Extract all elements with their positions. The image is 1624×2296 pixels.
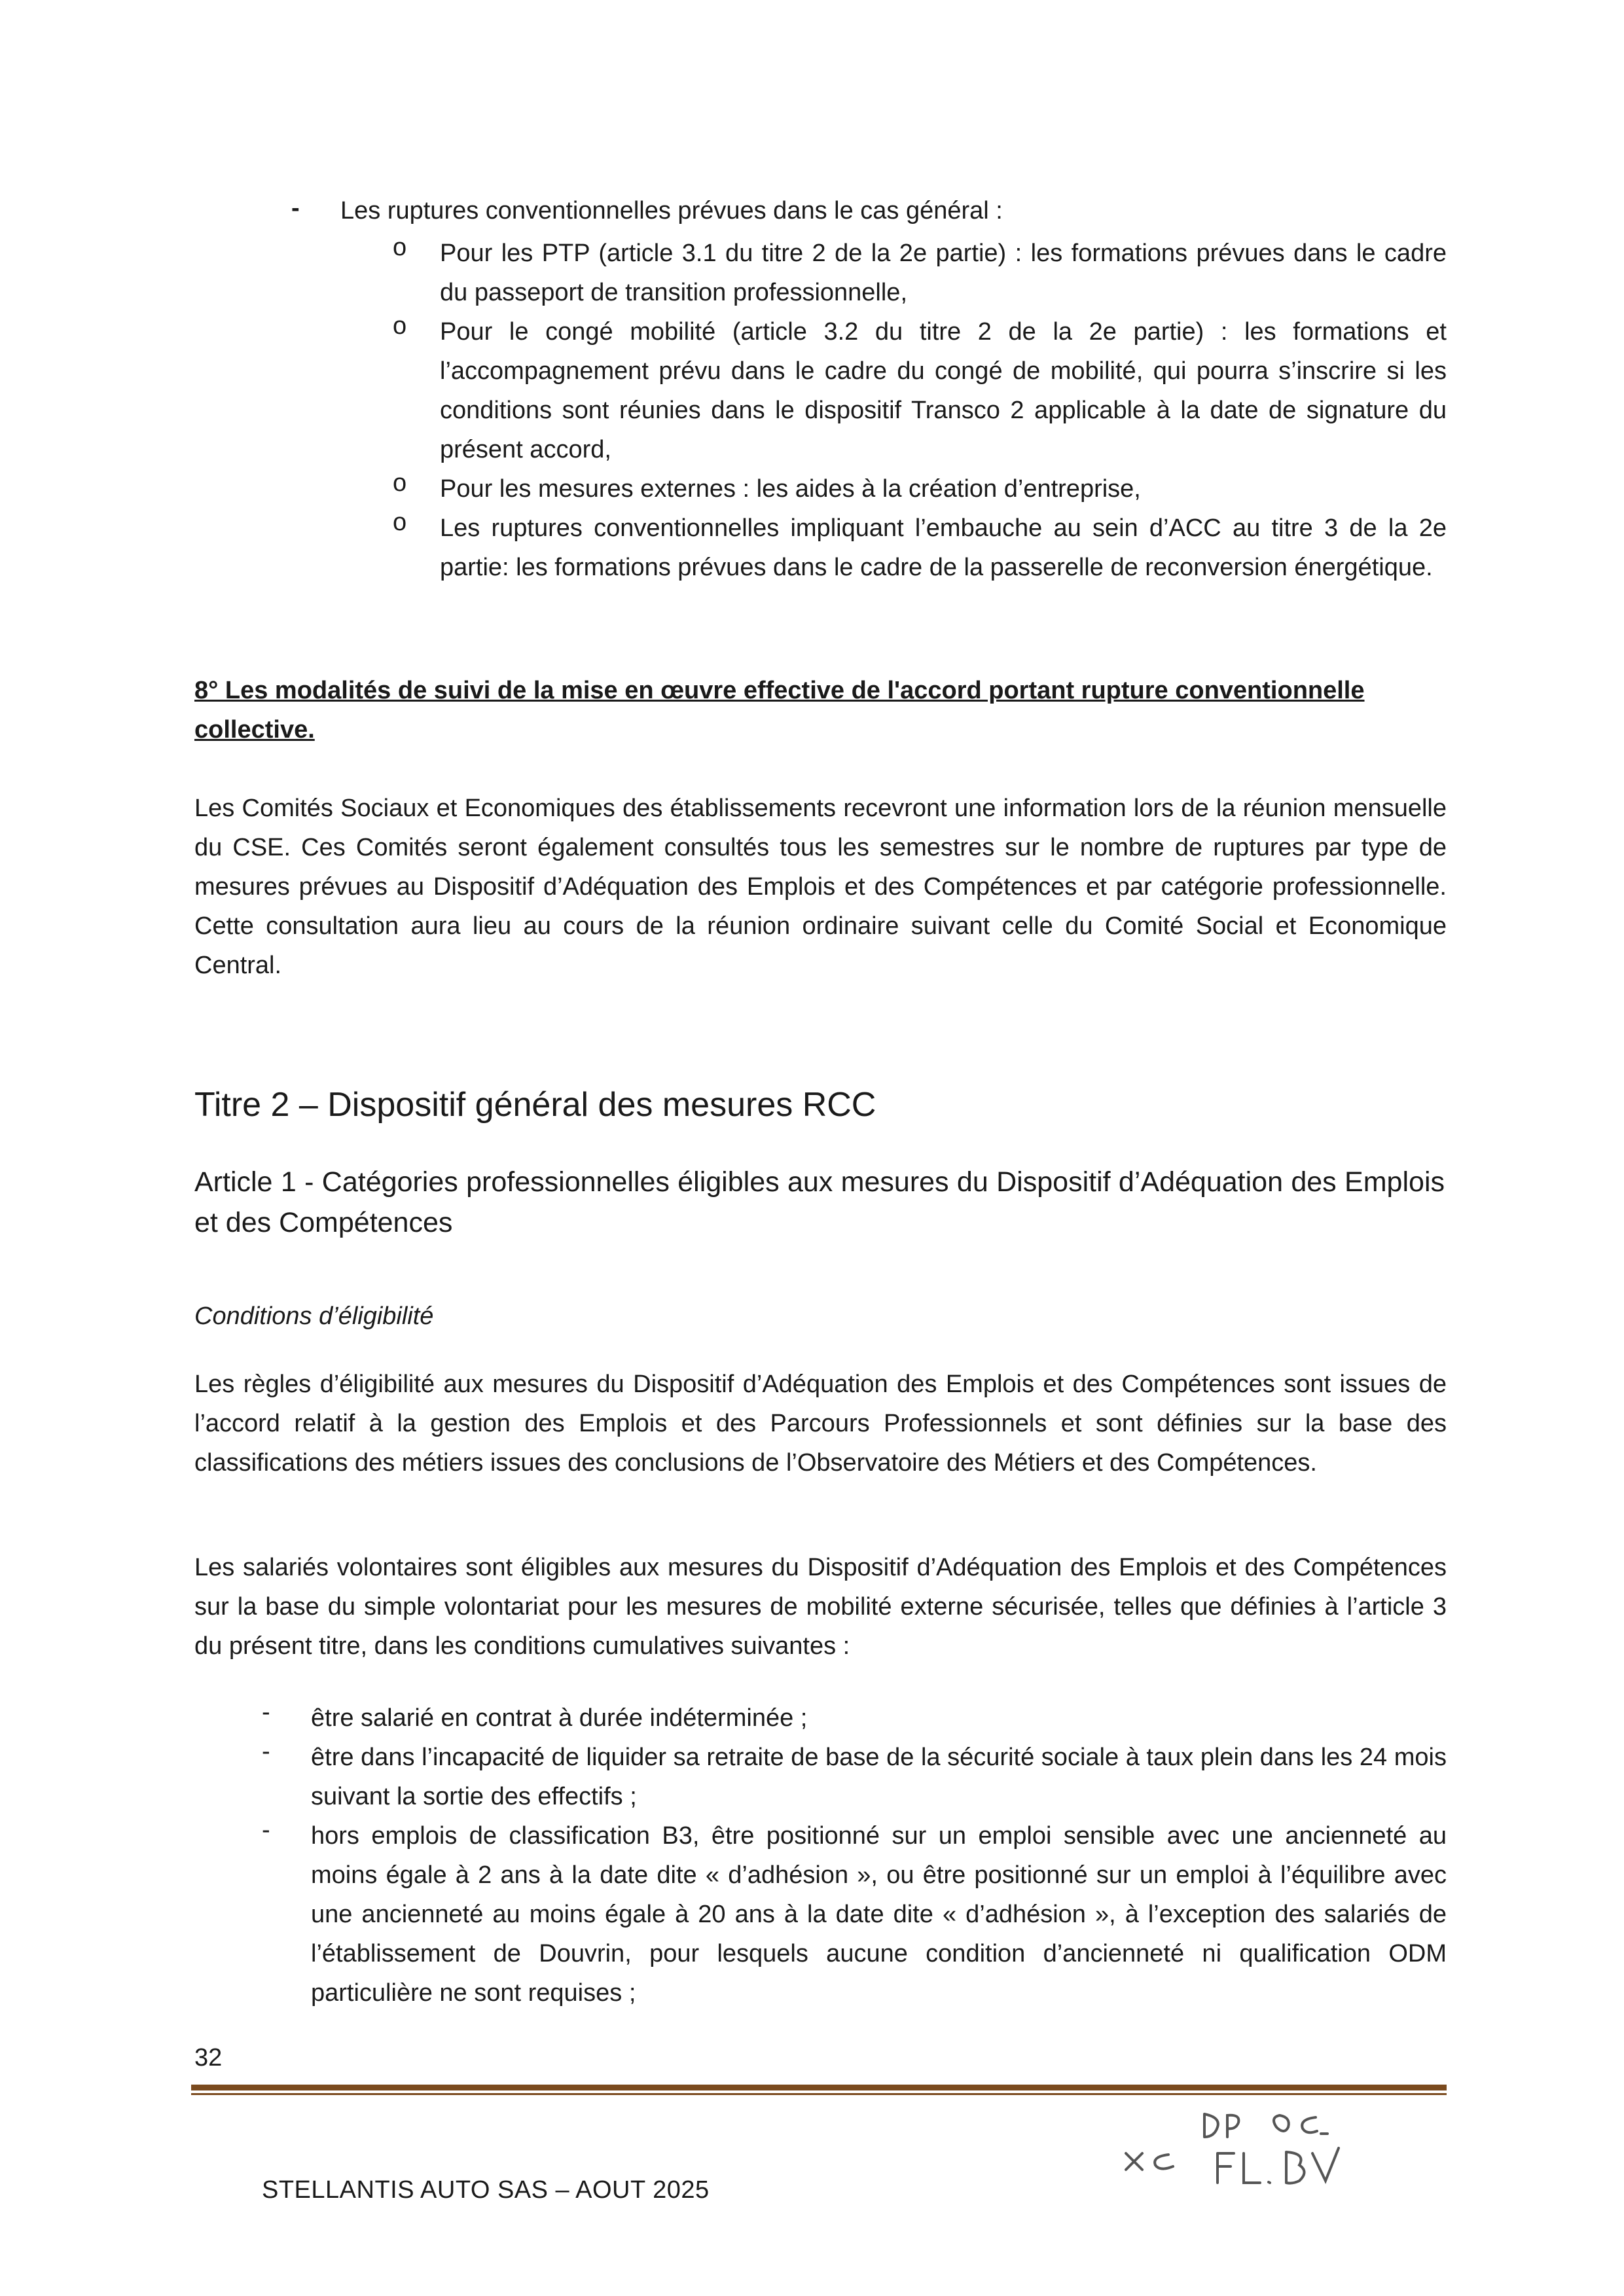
list-bullet: -	[291, 194, 300, 222]
list-bullet: -	[262, 1816, 270, 1844]
list-bullet: o	[393, 234, 407, 261]
list-bullet: -	[262, 1698, 270, 1726]
subsection-heading: Conditions d’éligibilité	[194, 1302, 434, 1330]
list-bullet: -	[262, 1738, 270, 1765]
footer-text: STELLANTIS AUTO SAS – AOUT 2025	[262, 2176, 710, 2204]
section-heading: 8° Les modalités de suivi de la mise en œuvre effective de l'accord portant rupture conventionnelle collective.	[194, 677, 1365, 744]
list-item: Pour les PTP (article 3.1 du titre 2 de la 2e partie) : les formations prévues dans le cadre du passeport de transition professionnelle,	[440, 240, 1447, 306]
title-heading: Titre 2 – Dispositif général des mesures RCC	[194, 1086, 876, 1124]
paragraph: Les salariés volontaires sont éligibles aux mesures du Dispositif d’Adéquation des Emplois et des Compétences sur la base du simple volontariat pour les mesures de mobilité externe sécurisée, telles que définies à l’article 3 du présent titre, dans les conditions cumulatives suivantes :	[194, 1554, 1447, 1660]
list-item: Les ruptures conventionnelles impliquant l’embauche au sein d’ACC au titre 3 de la 2e partie: les formations prévues dans le cadre de la passerelle de reconversion énergétique.	[440, 514, 1447, 581]
list-bullet: o	[393, 509, 407, 536]
condition-item: hors emplois de classification B3, être positionné sur un emploi sensible avec une ancienneté au moins égale à 2 ans à la date dite « d’adhésion », ou être positionné sur un emploi à l’équilibre avec une ancienneté au moins égale à 20 ans à la date dite « d’adhésion », à l’exception des salariés de l’établissement de Douvrin, pour lesquels aucune condition d’ancienneté ni qualification ODM particulière ne sont requises ;	[311, 1822, 1447, 2007]
footer-rule-thin	[191, 2093, 1447, 2095]
page-number: 32	[194, 2044, 223, 2072]
list-bullet: o	[393, 312, 407, 340]
list-bullet: o	[393, 469, 407, 497]
section-body: Les Comités Sociaux et Economiques des établissements recevront une information lors de la réunion mensuelle du CSE. Ces Comités seront également consultés tous les semestres sur le nombre de ruptures par type de mesures prévues au Dispositif d’Adéquation des Emplois et des Compétences et par catégorie professionnelle. Cette consultation aura lieu au cours de la réunion ordinaire suivant celle du Comité Social et Economique Central.	[194, 795, 1447, 979]
handwritten-initials	[1113, 2101, 1375, 2199]
article-heading: Article 1 - Catégories professionnelles éligibles aux mesures du Dispositif d’Adéquation des Emplois et des Compétences	[194, 1166, 1445, 1238]
condition-item: être salarié en contrat à durée indéterminée ;	[311, 1704, 808, 1732]
list-item: Pour le congé mobilité (article 3.2 du titre 2 de la 2e partie) : les formations et l’accompagnement prévu dans le cadre du congé de mobilité, qui pourra s’inscrire si les conditions sont réunies dans le dispositif Transco 2 applicable à la date de signature du présent accord,	[440, 318, 1447, 463]
condition-item: être dans l’incapacité de liquider sa retraite de base de la sécurité sociale à taux plein dans les 24 mois suivant la sortie des effectifs ;	[311, 1744, 1447, 1810]
footer-rule	[191, 2085, 1447, 2090]
list-item: Pour les mesures externes : les aides à la création d’entreprise,	[440, 475, 1141, 503]
list-intro: Les ruptures conventionnelles prévues dans le cas général :	[340, 197, 1003, 224]
paragraph: Les règles d’éligibilité aux mesures du Dispositif d’Adéquation des Emplois et des Compétences sont issues de l’accord relatif à la gestion des Emplois et des Parcours Professionnels et sont définies sur la base des classifications des métiers issues des conclusions de l’Observatoire des Métiers et des Compétences.	[194, 1371, 1447, 1477]
